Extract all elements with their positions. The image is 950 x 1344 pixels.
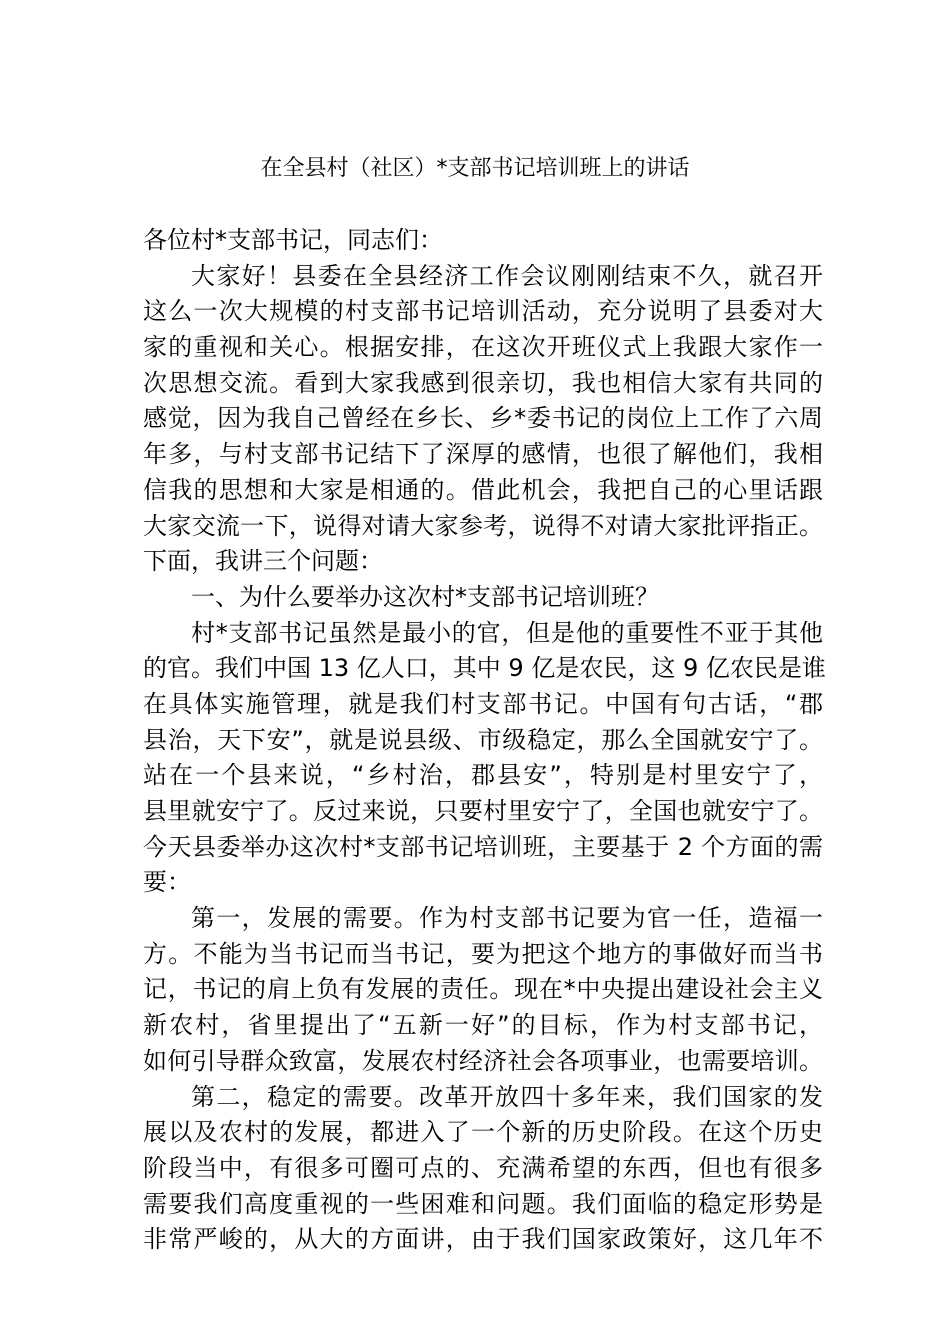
text-line: 大家交流一下，说得对请大家参考，说得不对请大家批评指正。 <box>143 511 823 540</box>
document-body <box>143 223 826 1258</box>
text-line: 方。不能为当书记而当书记，要为把这个地方的事做好而当书 <box>143 939 823 968</box>
text-line: 如何引导群众致富，发展农村经济社会各项事业，也需要培训。 <box>143 1046 823 1075</box>
text-line: 第一，发展的需要。作为村支部书记要为官一任，造福一 <box>191 904 823 933</box>
text-line: 要： <box>143 868 191 897</box>
text-line: 次思想交流。看到大家我感到很亲切，我也相信大家有共同的 <box>143 368 823 397</box>
text-line: 下面，我讲三个问题： <box>143 547 383 576</box>
text-line: 家的重视和关心。根据安排，在这次开班仪式上我跟大家作一 <box>143 333 823 362</box>
text-line: 信我的思想和大家是相通的。借此机会，我把自己的心里话跟 <box>143 475 823 504</box>
text-line: 县里就安宁了。反过来说，只要村里安宁了，全国也就安宁了。 <box>143 797 823 825</box>
text-line: 各位村*支部书记，同志们： <box>143 226 443 254</box>
text-line: 非常严峻的，从大的方面讲，由于我们国家政策好，这几年不 <box>143 1225 823 1254</box>
text-line: 展以及农村的发展，都进入了一个新的历史阶段。在这个历史 <box>143 1118 823 1147</box>
text-line: 站在一个县来说，“乡村治，郡县安”，特别是村里安宁了， <box>143 761 823 790</box>
text-line: 的官。我们中国 13 亿人口，其中 9 亿是农民，这 9 亿农民是谁 <box>143 654 826 683</box>
document-title: 在全县村（社区）*支部书记培训班上的讲话 <box>260 156 690 181</box>
text-line: 新农村，省里提出了“五新一好”的目标，作为村支部书记， <box>143 1011 823 1040</box>
text-line: 今天县委举办这次村*支部书记培训班，主要基于 2 个方面的需 <box>143 832 823 861</box>
text-line: 这么一次大规模的村支部书记培训活动，充分说明了县委对大 <box>143 297 823 326</box>
text-line: 年多，与村支部书记结下了深厚的感情，也很了解他们，我相 <box>143 440 823 469</box>
text-line: 感觉，因为我自己曾经在乡长、乡*委书记的岗位上工作了六周 <box>143 404 823 433</box>
text-line: 阶段当中，有很多可圈可点的、充满希望的东西，但也有很多 <box>143 1153 823 1182</box>
text-line: 大家好！县委在全县经济工作会议刚刚结束不久，就召开 <box>191 261 823 290</box>
text-line: 县治，天下安”，就是说县级、市级稳定，那么全国就安宁了。 <box>143 725 823 754</box>
text-line: 记，书记的肩上负有发展的责任。现在*中央提出建设社会主义 <box>143 975 823 1004</box>
text-line: 在具体实施管理，就是我们村支部书记。中国有句古话，“郡 <box>143 689 823 718</box>
text-line: 一、为什么要举办这次村*支部书记培训班？ <box>191 582 659 611</box>
text-line: 第二，稳定的需要。改革开放四十多年来，我们国家的发 <box>191 1082 823 1111</box>
text-line: 需要我们高度重视的一些困难和问题。我们面临的稳定形势是 <box>143 1189 823 1218</box>
text-line: 村*支部书记虽然是最小的官，但是他的重要性不亚于其他 <box>191 618 823 647</box>
